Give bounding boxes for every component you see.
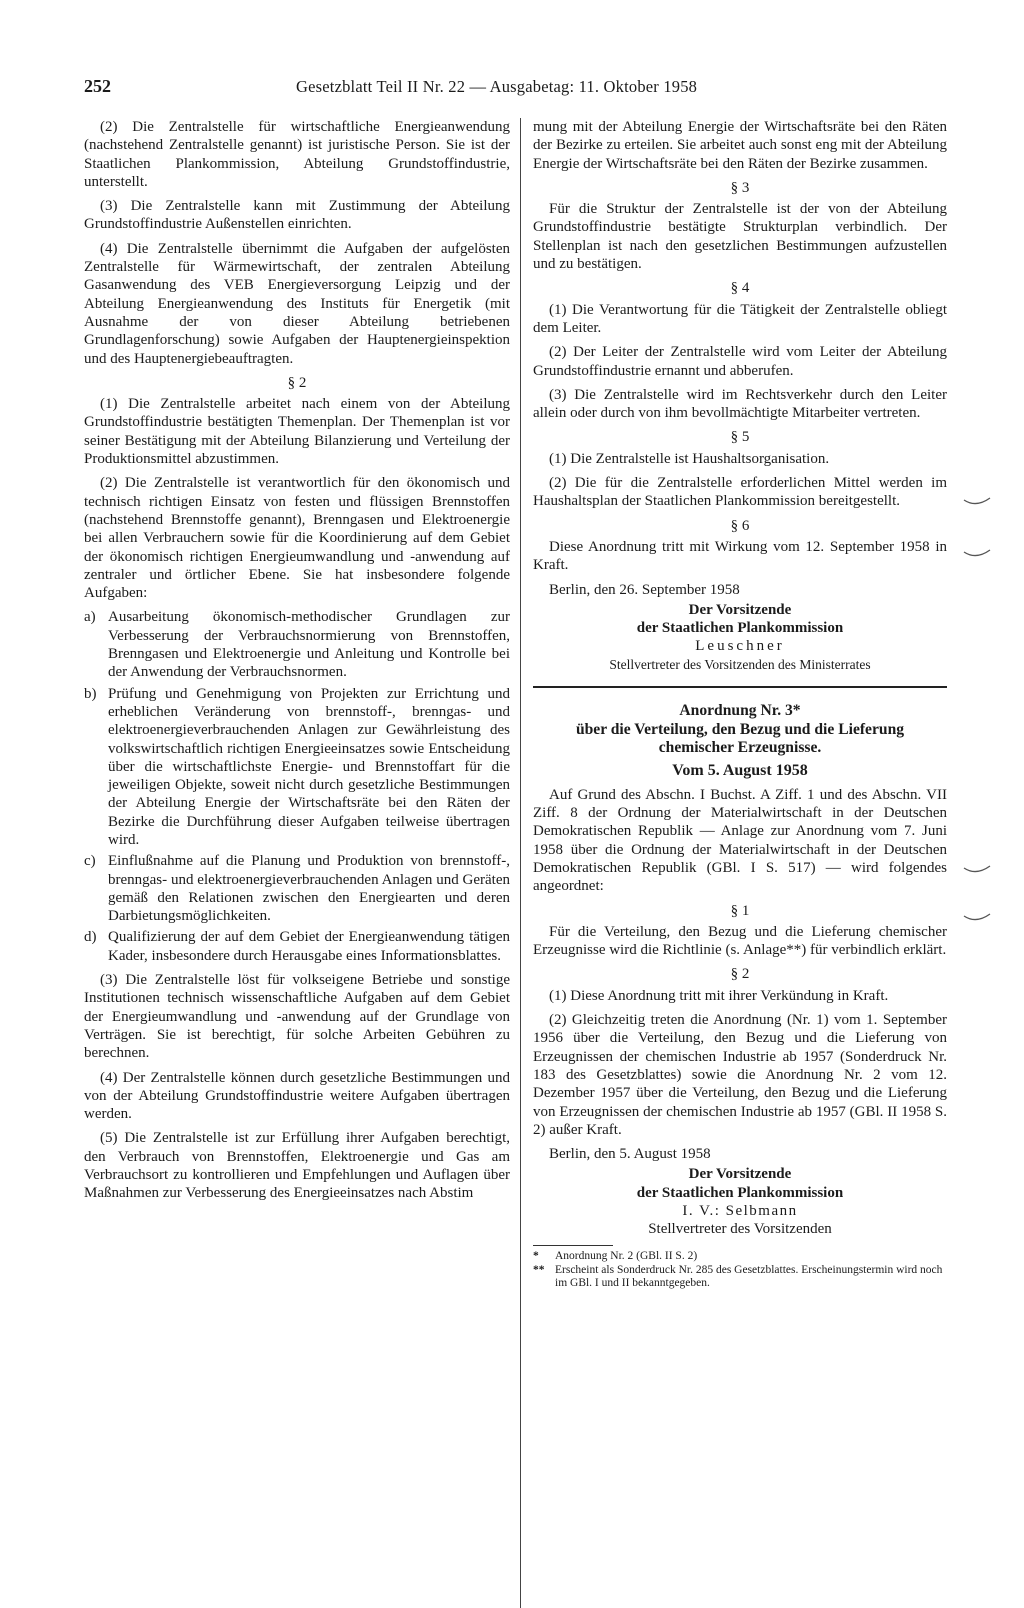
- paragraph: (2) Die Zentralstelle für wirtschaftliche Energieanwendung (nachstehend Zentralstelle genannt) ist juristische Person. Sie ist der Staatlichen Plankommission, Abteilung Grundstoffindustrie, unterstellt.: [84, 119, 510, 190]
- ordinance-title: Anordnung Nr. 3*: [679, 702, 801, 720]
- list-item-text: Ausarbeitung ökonomisch-methodischer Grundlagen zur Verbesserung der Verbrauchsnormierung von Brennstoffen, Brenngasen und Elektroenergie und Anleitung und Kontrolle bei der Anwendung der Verbrauchsnormen.: [108, 609, 510, 681]
- section-heading: § 3: [730, 179, 750, 196]
- margin-mark: [962, 912, 992, 926]
- ordinance-title: chemischer Erzeugnisse.: [658, 739, 822, 757]
- signature-title: der Staatlichen Plankommission: [636, 1184, 844, 1201]
- place-date: Berlin, den 26. September 1958: [549, 581, 740, 598]
- paragraph: Für die Struktur der Zentralstelle ist der von der Abteilung Grundstoffindustrie bestätigte Strukturplan verbindlich. Der Stellenplan ist nach den gesetzlichen Bestimmungen aufzustellen und zu bestätigen.: [533, 201, 947, 273]
- paragraph: (5) Die Zentralstelle ist zur Erfüllung ihrer Aufgaben berechtigt, den Verbrauch von Brennstoffen, Elektroenergie und Gas am Verbrauchsort zu kontrollieren und Empfehlungen und Auflagen über Maßnahmen zur Verbesserung des Energieeinsatzes nach Abstim: [84, 1130, 510, 1202]
- list-item: [84, 852, 510, 925]
- section-heading: § 2: [287, 374, 307, 391]
- margin-mark: [962, 548, 992, 562]
- page-header: [84, 76, 952, 100]
- list-item-label: b): [84, 685, 97, 702]
- signature-title: der Staatlichen Plankommission: [636, 620, 844, 637]
- section-heading: § 6: [730, 517, 750, 534]
- ordinance-title: über die Verteilung, den Bezug und die Lieferung: [575, 720, 905, 738]
- signature-title: Der Vorsitzende: [688, 1166, 792, 1183]
- list-item: [84, 685, 510, 850]
- right-column: [533, 118, 947, 1291]
- column-divider: [520, 118, 521, 1608]
- list-item-label: c): [84, 853, 96, 870]
- paragraph: (3) Die Zentralstelle löst für volkseigene Betriebe und sonstige Institutionen technisch wissenschaftliche Aufgaben auf dem Gebiet der Energieumwandlung und -anwendung auf der Grundlage von Verträgen. Sie ist berechtigt, für solche Arbeiten Gebühren zu berechnen.: [84, 972, 510, 1062]
- paragraph: (2) Gleichzeitig treten die Anordnung (Nr. 1) vom 1. September 1956 über die Verteilung, den Bezug und die Lieferung von Erzeugnissen der chemischen Industrie ab 1957 (Sonderdruck Nr. 183 des Gesetzblattes) sowie die Anordnung Nr. 2 vom 12. Dezember 1957 über die Verteilung, den Bezug und die Lieferung von Erzeugnissen der chemischen Industrie ab 1957 (GBl. II 1958 S. 2) außer Kraft.: [533, 1012, 947, 1138]
- margin-mark: [962, 496, 992, 510]
- paragraph: (4) Die Zentralstelle übernimmt die Aufgaben der aufgelösten Zentralstelle für Wärmewirtschaft, der zentralen Abteilung Gasanwendung des VEB Energieversorgung Leipzig und der Abteilung Energieanwendung des Instituts für Energetik (mit Ausnahme der von dieser Abteilung betriebenen Grundlagenforschung) sowie Aufgaben der Hauptenergieinspektion und des Hauptenergiebeauftragten.: [84, 240, 510, 367]
- list-item-label: a): [84, 609, 96, 626]
- signatory-role: Stellvertreter des Vorsitzenden: [648, 1221, 832, 1238]
- list-item-text: Prüfung und Genehmigung von Projekten zur Errichtung und erheblichen Veränderung von brennstoff-, brenngas- und elektroenergieverbrauchenden Anlagen zur Gewährleistung des volkswirtschaftlich richtigen Energieeinsatzes sowie Entscheidung über die wirtschaftlichste Energie- und Brennstoffart für die jeweiligen Objekte, soweit nicht durch gesetzliche Bestimmungen der Abteilung Energie der Wirtschaftsräte bei den Räten der Bezirke die Durchführung dieser Aufgaben teilweise übertragen wird.: [108, 685, 510, 848]
- running-title: Gesetzblatt Teil II Nr. 22 — Ausgabetag: 11. Oktober 1958: [296, 77, 698, 96]
- paragraph: (3) Die Zentralstelle kann mit Zustimmung der Abteilung Grundstoffindustrie Außenstellen einrichten.: [84, 198, 510, 233]
- signatory-name: Leuschner: [695, 638, 785, 655]
- page-number: 252: [84, 76, 111, 96]
- paragraph: Diese Anordnung tritt mit Wirkung vom 12. September 1958 in Kraft.: [533, 538, 947, 574]
- footnote-marker: *: [533, 1249, 539, 1262]
- section-heading: § 1: [730, 902, 750, 919]
- list-item-text: Einflußnahme auf die Planung und Produktion von brennstoff-, brenngas- und elektroenergieverbrauchenden Anlagen und Geräten gemäß den Relationen zwischen den Energiearten und deren Darbietungsmöglichkeiten.: [108, 853, 510, 925]
- signature-title: Der Vorsitzende: [688, 601, 792, 618]
- list-item: [84, 608, 510, 681]
- paragraph: (4) Der Zentralstelle können durch gesetzliche Bestimmungen und von der Abteilung Grundstoffindustrie weitere Aufgaben übertragen werden.: [84, 1069, 510, 1123]
- paragraph: Für die Verteilung, den Bezug und die Lieferung chemischer Erzeugnisse wird die Richtlinie (s. Anlage**) für verbindlich erklärt.: [533, 923, 947, 959]
- paragraph: (1) Die Zentralstelle arbeitet nach einem von der Abteilung Grundstoffindustrie bestätigten Themenplan. Der Themenplan ist vor seiner Bestätigung mit der Abteilung Bilanzierung und Verteilung der Produktionsmittel abzustimmen.: [84, 396, 510, 468]
- footnote: [533, 1250, 947, 1263]
- paragraph: (1) Die Verantwortung für die Tätigkeit der Zentralstelle obliegt dem Leiter.: [533, 301, 947, 336]
- footnote-text: Anordnung Nr. 2 (GBl. II S. 2): [555, 1249, 698, 1262]
- list-item-label: d): [84, 929, 97, 946]
- paragraph: (1) Diese Anordnung tritt mit ihrer Verkündung in Kraft.: [549, 987, 889, 1004]
- paragraph: (2) Der Leiter der Zentralstelle wird vom Leiter der Abteilung Grundstoffindustrie ernannt und abberufen.: [533, 344, 947, 379]
- paragraph: (3) Die Zentralstelle wird im Rechtsverkehr durch den Leiter allein oder durch von ihm bevollmächtigte Mitarbeiter vertreten.: [533, 386, 947, 422]
- signatory-name: I. V.: Selbmann: [682, 1203, 798, 1220]
- footnote-rule: [533, 1245, 613, 1246]
- paragraph: (1) Die Zentralstelle ist Haushaltsorganisation.: [549, 450, 830, 467]
- footnote-text: Erscheint als Sonderdruck Nr. 285 des Gesetzblattes. Erscheinungstermin wird noch im GBl. I und II bekanntgegeben.: [555, 1263, 943, 1289]
- section-heading: § 2: [730, 966, 750, 983]
- footnote: [533, 1264, 947, 1290]
- section-heading: § 4: [730, 280, 750, 297]
- list-item: [84, 928, 510, 965]
- paragraph: Auf Grund des Abschn. I Buchst. A Ziff. 1 und des Abschn. VII Ziff. 8 der Ordnung der Materialwirtschaft in der Deutschen Demokratischen Republik — Anlage zur Anordnung vom 7. Juni 1958 über die Ordnung der Materialwirtschaft in der Deutschen Demokratischen Republik (GBl. I S. 517) — wird folgendes angeordnet:: [533, 786, 947, 895]
- signatory-role: Stellvertreter des Vorsitzenden des Ministerrates: [609, 656, 871, 672]
- section-separator: [533, 686, 947, 688]
- ordinance-date: Vom 5. August 1958: [672, 761, 808, 779]
- paragraph: mung mit der Abteilung Energie der Wirtschaftsräte bei den Räten der Bezirke zu erteilen. Sie arbeitet auch sonst eng mit der Abteilung Energie der Wirtschaftsräte bei den Räten der Bezirke zusammen.: [533, 119, 947, 172]
- list-item-text: Qualifizierung der auf dem Gebiet der Energieanwendung tätigen Kader, insbesondere durch Herausgabe eines Informationsblattes.: [108, 929, 510, 964]
- footnote-marker: **: [533, 1263, 545, 1276]
- paragraph: (2) Die Zentralstelle ist verantwortlich für den ökonomisch und technisch richtigen Einsatz von festen und flüssigen Brennstoffen (nachstehend Brennstoffe genannt), Brenngasen und Elektroenergie bei allen Verbrauchern sowie für die Koordinierung auf dem Gebiet der ökonomisch richtigen Energieumwandlung und -anwendung auf zentraler und örtlicher Ebene. Sie hat insbesondere folgende Aufgaben:: [84, 475, 510, 602]
- section-heading: § 5: [730, 429, 750, 446]
- paragraph: (2) Die für die Zentralstelle erforderlichen Mittel werden im Haushaltsplan der Staatlichen Plankommission bereitgestellt.: [533, 475, 947, 510]
- left-column: [84, 118, 510, 1209]
- place-date: Berlin, den 5. August 1958: [549, 1146, 711, 1163]
- margin-mark: [962, 864, 992, 878]
